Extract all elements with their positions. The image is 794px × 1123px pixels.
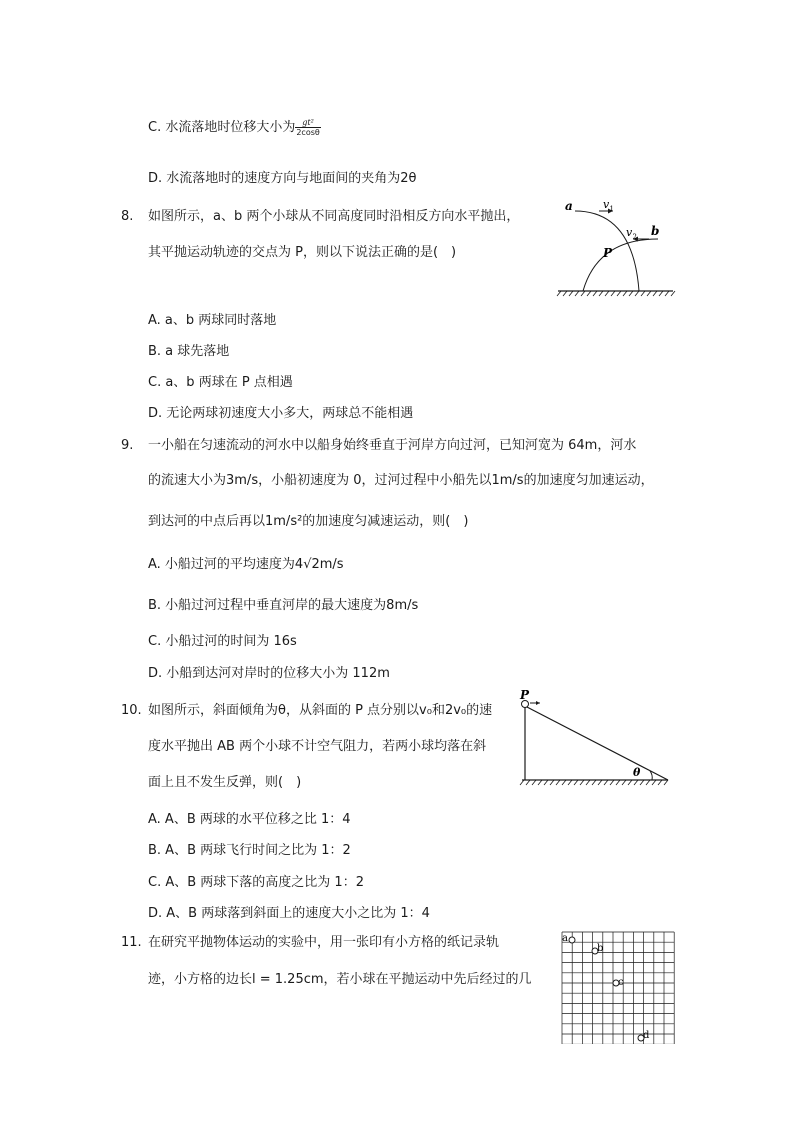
label-b: b (597, 943, 604, 954)
label-v2: v (626, 226, 633, 239)
q10-stem-line-1: 如图所示，斜面倾角为θ，从斜面的 P 点分别以v₀和2v₀的速 (148, 703, 493, 718)
q10-stem-line-3: 面上且不发生反弹，则( ) (148, 775, 302, 790)
q9-stem-line-3: 到达河的中点后再以1m/s²的加速度匀减速运动，则( ) (148, 514, 469, 529)
q8-stem-line-2: 其平抛运动轨迹的交点为 P，则以下说法正确的是( ) (148, 245, 457, 260)
ground-hatching (520, 780, 668, 785)
q7-option-d: D. 水流落地时的速度方向与地面间的夹角为2θ (148, 171, 417, 186)
q10-option-c: C. A、B 两球下落的高度之比为 1：2 (148, 875, 364, 890)
label-v1: v (603, 198, 610, 211)
q8-stem-line-1: 如图所示，a、b 两个小球从不同高度同时沿相反方向水平抛出， (148, 209, 520, 224)
ground-hatching (557, 291, 675, 296)
label-c: c (618, 977, 624, 988)
q9-option-c: C. 小船过河的时间为 16s (148, 634, 297, 649)
q11-stem-line-1: 在研究平抛物体运动的实验中，用一张印有小方格的纸记录轨 (148, 935, 500, 950)
q11-number: 11. (121, 935, 142, 950)
incline-surface (525, 706, 668, 780)
label-a: a (562, 933, 568, 944)
q8-number: 8. (121, 209, 134, 224)
q11-grid-figure (560, 930, 676, 1044)
fraction-numerator: gt² (295, 118, 320, 128)
grid-lines (562, 932, 674, 1044)
label-v1-subscript: 1 (609, 205, 614, 213)
q10-option-a: A. A、B 两球的水平位移之比 1：4 (148, 812, 351, 827)
q8-option-d: D. 无论两球初速度大小多大，两球总不能相遇 (148, 406, 414, 421)
q9-option-d: D. 小船到达河对岸时的位移大小为 112m (148, 666, 390, 681)
label-a: a (565, 199, 573, 213)
q9-stem-line-2: 的流速大小为3m/s，小船初速度为 0，过河过程中小船先以1m/s的加速度匀加速运动， (148, 473, 654, 488)
point-a (569, 937, 575, 943)
q10-figure (516, 688, 674, 790)
fraction-denominator: 2cosθ (296, 128, 320, 137)
q8-option-a: A. a、b 两球同时落地 (148, 313, 277, 328)
q11-stem-line-2: 迹，小方格的边长l = 1.25cm，若小球在平抛运动中先后经过的几 (148, 972, 532, 987)
q7-option-c-text: C. 水流落地时位移大小为 (148, 120, 296, 135)
q8-option-b: B. a 球先落地 (148, 344, 230, 359)
q8-option-c: C. a、b 两球在 P 点相遇 (148, 375, 293, 390)
label-d: d (643, 1030, 650, 1041)
q10-option-d: D. A、B 两球落到斜面上的速度大小之比为 1：4 (148, 906, 430, 921)
q9-stem-line-1: 一小船在匀速流动的河水中以船身始终垂直于河岸方向过河，已知河宽为 64m，河水 (148, 438, 637, 453)
q7-option-c-fraction (295, 118, 320, 137)
q10-number: 10. (121, 703, 142, 718)
label-theta: θ (633, 766, 641, 779)
label-b: b (651, 224, 660, 238)
label-p: P (520, 688, 530, 702)
label-p: P (603, 246, 613, 260)
trajectory-b (583, 239, 658, 291)
q10-stem-line-2: 度水平抛出 AB 两个小球不计空气阻力，若两小球均落在斜 (148, 739, 487, 754)
q9-option-b: B. 小船过河过程中垂直河岸的最大速度为8m/s (148, 598, 419, 613)
q7-option-c (148, 118, 321, 137)
q9-option-a: A. 小船过河的平均速度为4√2m/s (148, 557, 344, 572)
q9-number: 9. (121, 438, 134, 453)
label-v2-subscript: 2 (632, 233, 637, 241)
q10-option-b: B. A、B 两球飞行时间之比为 1：2 (148, 843, 351, 858)
launch-arrowhead (536, 701, 540, 705)
q8-figure (553, 195, 678, 300)
